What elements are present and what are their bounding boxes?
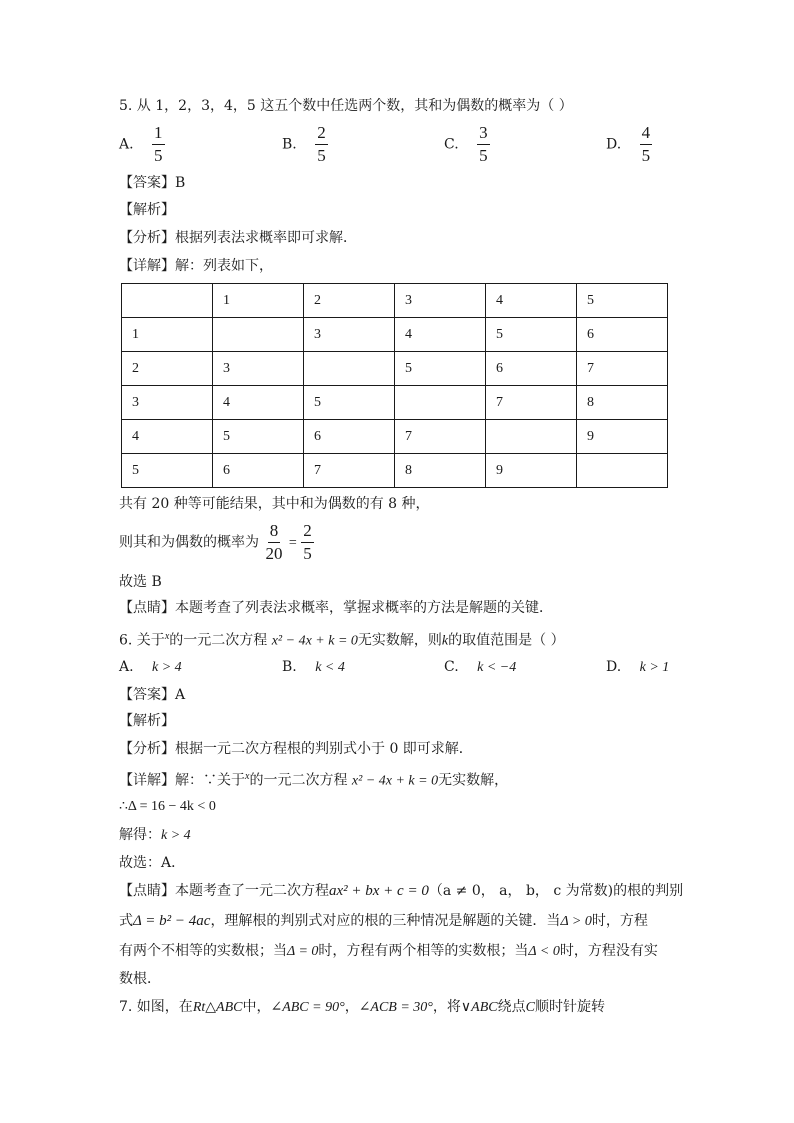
- table-cell: 7: [577, 352, 668, 386]
- discriminant: Δ = b² − 4ac: [133, 913, 211, 929]
- text: 时，方程没有实: [559, 943, 658, 959]
- fraction: [640, 124, 653, 165]
- table-cell: 5: [304, 386, 395, 420]
- table-cell: 6: [577, 318, 668, 352]
- text: （a ≠ 0， a， b， c 为常数)的根的判别: [428, 883, 684, 899]
- option-expr: k > 1: [639, 660, 670, 675]
- option-label: C.: [444, 136, 459, 153]
- table-cell: 5: [122, 454, 213, 488]
- text: 顺时针旋转: [534, 999, 605, 1015]
- text: 中，: [242, 999, 271, 1015]
- q6-fenxi: 【分析】根据一元二次方程根的判别式小于 0 即可求解．: [119, 741, 473, 757]
- equation: ax² + bx + c = 0: [329, 883, 429, 899]
- table-cell: 6: [213, 454, 304, 488]
- option-label: C.: [444, 659, 459, 675]
- table-cell: 5: [213, 420, 304, 454]
- table-cell: 5: [395, 352, 486, 386]
- table-cell: 7: [395, 420, 486, 454]
- q5-option-b: [282, 124, 328, 165]
- variable: k: [441, 633, 449, 649]
- probability-prefix: 则其和为偶数的概率为: [119, 534, 259, 551]
- fraction: [301, 522, 314, 563]
- table-cell: 3: [304, 318, 395, 352]
- numerator: 4: [640, 124, 653, 145]
- denominator: 20: [265, 544, 283, 563]
- text: 无实数解，则: [357, 632, 442, 649]
- condition: Δ = 0: [287, 944, 319, 959]
- table-row: [122, 284, 668, 318]
- table-cell: 8: [395, 454, 486, 488]
- text: 的一元二次方程: [249, 772, 348, 789]
- text: 无实数解，: [438, 772, 509, 789]
- text: ，理解根的判别式对应的根的三种情况是解题的关键．当: [210, 913, 561, 929]
- table-cell: 3: [395, 284, 486, 318]
- q5-option-c: [444, 124, 490, 165]
- table-cell: 1: [213, 284, 304, 318]
- option-label: D.: [606, 136, 622, 153]
- table-cell: 4: [122, 420, 213, 454]
- option-expr: k < 4: [315, 660, 345, 675]
- solution: k > 4: [161, 828, 191, 843]
- angle: ∠ABC = 90°: [270, 1000, 345, 1015]
- table-row: [122, 386, 668, 420]
- text: 【详解】解：∵关于: [119, 772, 245, 789]
- fraction: [477, 124, 490, 165]
- table-cell: 7: [304, 454, 395, 488]
- variable: x: [245, 771, 250, 782]
- text: 6. 关于: [119, 632, 165, 649]
- table-cell: [577, 454, 668, 488]
- table-row: [122, 454, 668, 488]
- text: 时，方程有两个相等的实数根；当: [318, 943, 529, 959]
- denominator: 5: [317, 146, 326, 165]
- table-row: [122, 352, 668, 386]
- q5-analysis-title: 【解析】: [119, 202, 175, 218]
- table-cell: [213, 318, 304, 352]
- q6-option-c: [444, 657, 516, 678]
- table-cell: [304, 352, 395, 386]
- table-cell: 2: [122, 352, 213, 386]
- q5-summary: 共有 20 种等可能结果，其中和为偶数的有 8 种，: [119, 496, 430, 512]
- table-cell: [486, 420, 577, 454]
- option-expr: k < −4: [477, 660, 517, 675]
- triangle: Rt△ABC: [192, 1000, 243, 1015]
- q6-dianjing-2: [119, 911, 648, 932]
- q5-dianjing: 【点睛】本题考查了列表法求概率，掌握求概率的方法是解题的关键．: [119, 600, 553, 616]
- fraction: [263, 522, 284, 563]
- table-cell: 5: [486, 318, 577, 352]
- table-cell: 4: [395, 318, 486, 352]
- q7-stem: [119, 997, 605, 1018]
- option-expr: k > 4: [152, 660, 182, 675]
- option-label: B.: [282, 136, 297, 153]
- table-cell: [122, 284, 213, 318]
- q6-stem: [119, 627, 565, 652]
- q5-xiangjie: 【详解】解：列表如下，: [119, 258, 273, 274]
- angle: ∠ACB = 30°: [358, 1000, 433, 1015]
- q6-dianjing-4: 数根．: [119, 971, 161, 987]
- table-cell: 4: [486, 284, 577, 318]
- q6-dianjing-3: [119, 941, 658, 962]
- table-cell: 2: [304, 284, 395, 318]
- triangle: ∨ABC: [460, 1000, 498, 1015]
- condition: Δ < 0: [528, 944, 560, 959]
- table-cell: 1: [122, 318, 213, 352]
- q6-analysis-title: 【解析】: [119, 713, 175, 729]
- fraction: [315, 124, 328, 165]
- sum-table: [121, 283, 668, 488]
- equals-sign: =: [288, 535, 297, 551]
- numerator: 2: [301, 522, 314, 543]
- q5-fenxi: 【分析】根据列表法求概率即可求解．: [119, 230, 357, 246]
- table-cell: 5: [577, 284, 668, 318]
- table-cell: 7: [486, 386, 577, 420]
- text: 有两个不相等的实数根；当: [119, 943, 287, 959]
- fraction: [152, 124, 165, 165]
- table-cell: 9: [486, 454, 577, 488]
- table-cell: 8: [577, 386, 668, 420]
- q5-choose: 故选 B: [119, 574, 162, 590]
- table-cell: 3: [213, 352, 304, 386]
- numerator: 1: [152, 124, 165, 145]
- point: C: [525, 1000, 535, 1015]
- q5-answer: 【答案】B: [119, 175, 186, 191]
- text: ，: [344, 999, 359, 1015]
- table-cell: 9: [577, 420, 668, 454]
- numerator: 2: [315, 124, 328, 145]
- equation: x² − 4x + k = 0: [351, 773, 439, 789]
- q6-option-b: [282, 657, 345, 678]
- text: 的取值范围是（ ）: [448, 632, 565, 649]
- table-cell: 6: [304, 420, 395, 454]
- q5-option-a: [119, 124, 165, 165]
- denominator: 5: [479, 146, 488, 165]
- q6-xiangjie: [119, 767, 508, 792]
- q6-delta: ∴Δ = 16 − 4k < 0: [119, 799, 216, 814]
- denominator: 5: [154, 146, 163, 165]
- text: 解得：: [119, 827, 161, 843]
- numerator: 3: [477, 124, 490, 145]
- option-label: A.: [119, 659, 134, 675]
- q6-option-d: [606, 657, 669, 678]
- text: 7. 如图，在: [119, 999, 193, 1015]
- table-cell: [395, 386, 486, 420]
- denominator: 5: [641, 146, 651, 165]
- q6-option-a: [119, 657, 182, 678]
- table-row: [122, 420, 668, 454]
- condition: Δ > 0: [560, 914, 592, 929]
- option-label: A.: [119, 136, 134, 153]
- table-cell: 4: [213, 386, 304, 420]
- q5-option-d: [606, 124, 652, 165]
- q6-dianjing-1: [119, 881, 683, 901]
- text: 【点睛】本题考查了一元二次方程: [119, 883, 329, 899]
- q5-stem: 5. 从 1，2，3，4，5 这五个数中任选两个数，其和为偶数的概率为（ ）: [119, 98, 573, 114]
- q6-answer: 【答案】A: [119, 687, 186, 703]
- table-cell: 6: [486, 352, 577, 386]
- numerator: 8: [268, 522, 281, 543]
- text: 的一元二次方程: [169, 632, 268, 649]
- q6-solve: [119, 825, 191, 846]
- text: 时，方程: [591, 913, 648, 929]
- q5-probability: [119, 522, 314, 563]
- denominator: 5: [303, 544, 312, 563]
- option-label: D.: [606, 659, 622, 675]
- text: 绕点: [497, 999, 526, 1015]
- option-label: B.: [282, 659, 297, 675]
- variable: x: [164, 631, 170, 642]
- table-cell: 3: [122, 386, 213, 420]
- text: 式: [119, 913, 133, 929]
- q6-choose: 故选：A．: [119, 855, 186, 871]
- table-row: [122, 318, 668, 352]
- equation: x² − 4x + k = 0: [271, 633, 358, 649]
- text: ，将: [432, 999, 461, 1015]
